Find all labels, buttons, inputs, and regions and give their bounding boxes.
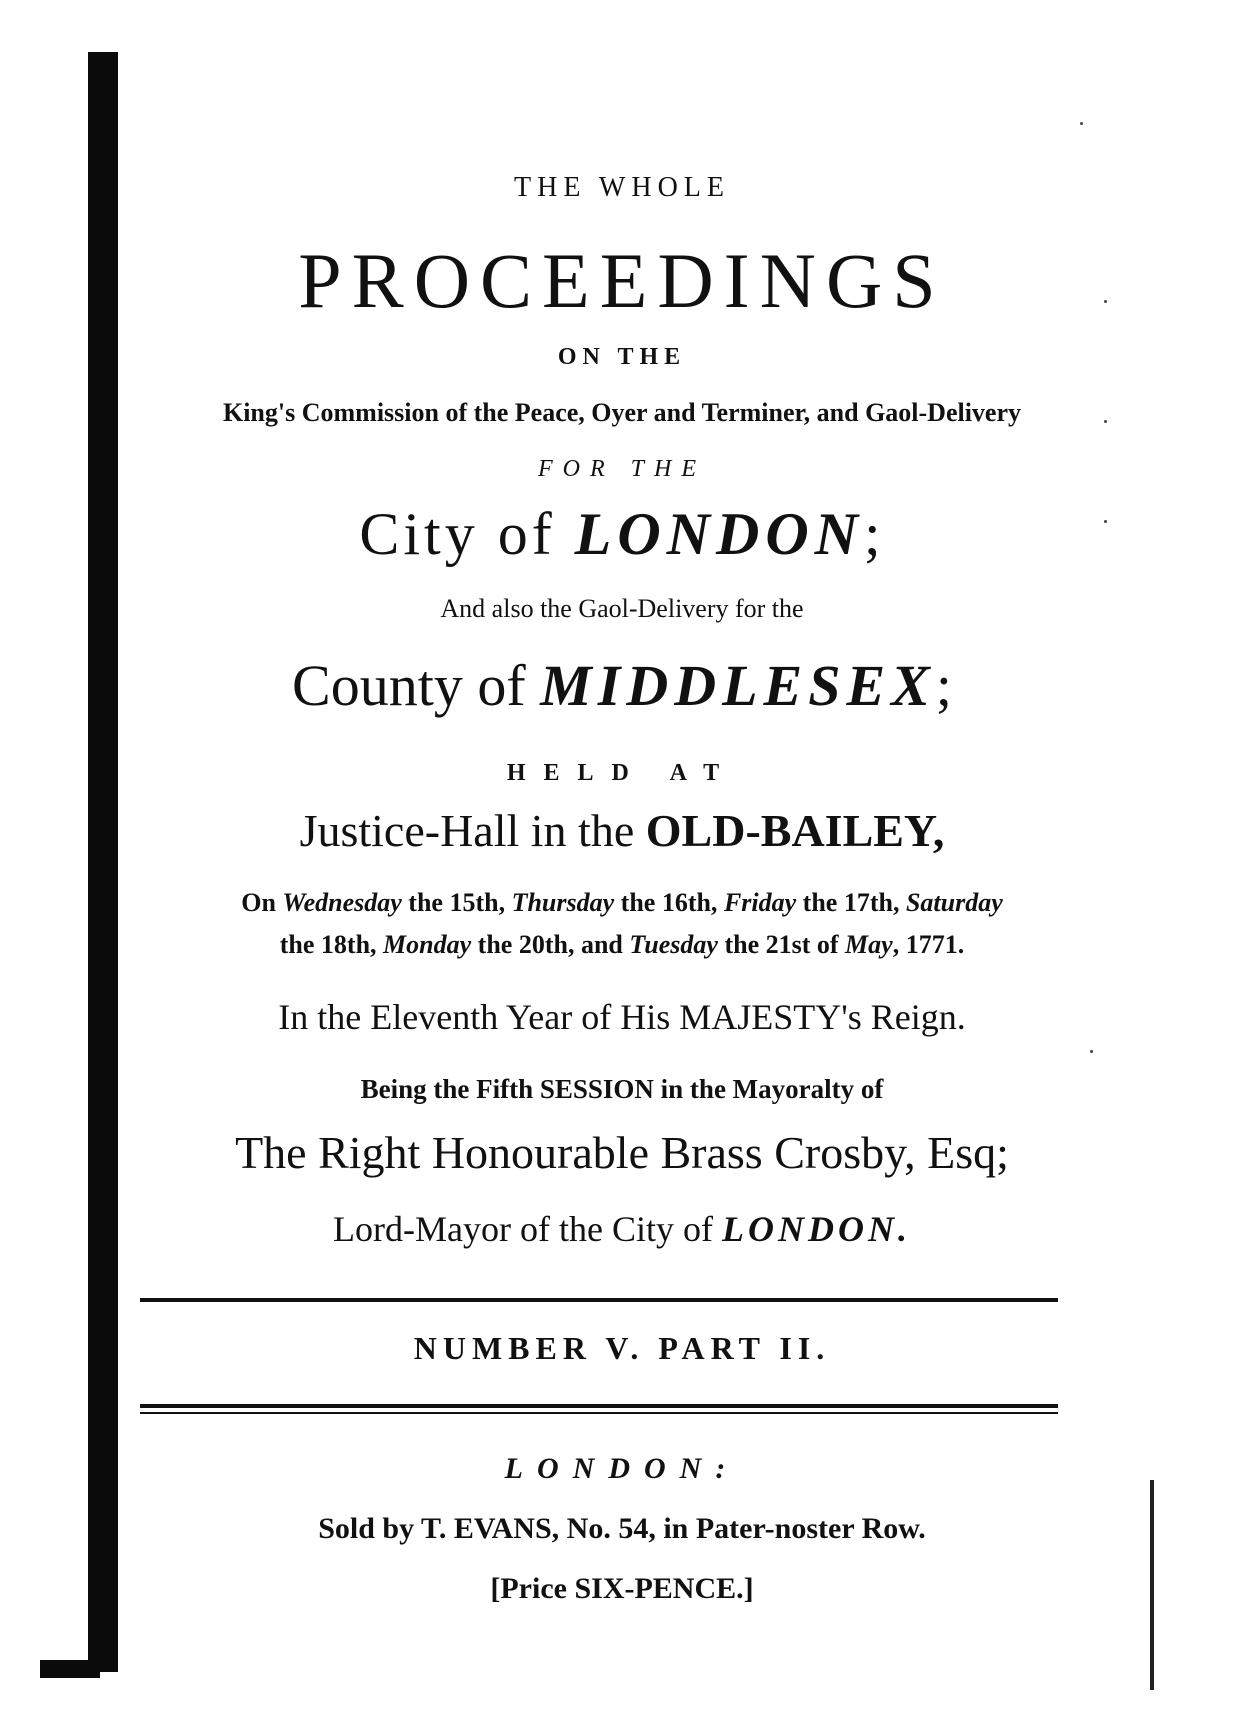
session-dates-line-2 xyxy=(0,930,1244,960)
rule-divider-bottom-thin xyxy=(140,1412,1058,1414)
heading-held-at: HELD AT xyxy=(506,760,738,786)
heading-for-the: FOR THE xyxy=(538,456,706,482)
reign-year-line: In the Eleventh Year of His MAJESTY's Reign. xyxy=(278,997,966,1037)
dates-text: the 17th, xyxy=(796,888,906,917)
justice-hall-line xyxy=(0,804,1244,857)
month-name: May xyxy=(845,930,893,959)
rule-divider-bottom xyxy=(140,1404,1058,1408)
lord-mayor-city: LONDON. xyxy=(721,1209,911,1249)
lord-mayor-prefix: Lord-Mayor of the City of xyxy=(333,1209,722,1249)
city-of-london-line xyxy=(0,500,1244,569)
binding-edge-foot xyxy=(40,1660,100,1678)
heading-proceedings: PROCEEDINGS xyxy=(298,237,946,324)
session-mayoralty-line: Being the Fifth SESSION in the Mayoralty of xyxy=(360,1074,884,1104)
day-name: Thursday xyxy=(511,888,615,917)
justice-place: OLD-BAILEY, xyxy=(645,805,945,856)
dates-text: the 18th, xyxy=(279,930,384,959)
city-suffix: ; xyxy=(863,501,885,567)
issue-number: NUMBER V. PART II. xyxy=(413,1330,831,1366)
scan-speck xyxy=(1090,1050,1093,1053)
scan-speck xyxy=(1080,122,1083,125)
session-dates-line-1 xyxy=(0,888,1244,918)
day-name: Saturday xyxy=(905,888,1003,917)
lord-mayor-name-line: The Right Honourable Brass Crosby, Esq; xyxy=(235,1127,1009,1178)
dates-text: the 20th, and xyxy=(471,930,630,959)
dates-text: On xyxy=(241,888,283,917)
dates-text: the 21st of xyxy=(717,930,846,959)
dates-text: , 1771. xyxy=(892,930,965,959)
dates-text: the 16th, xyxy=(614,888,724,917)
day-name: Friday xyxy=(723,888,797,917)
commission-line: King's Commission of the Peace, Oyer and Terminer, and Gaol-Delivery xyxy=(222,398,1022,427)
dates-text: the 15th, xyxy=(401,888,512,917)
day-name: Wednesday xyxy=(282,888,402,917)
imprint-city: LONDON: xyxy=(504,1452,740,1485)
also-gaol-delivery-line: And also the Gaol-Delivery for the xyxy=(440,594,804,623)
city-name: LONDON xyxy=(574,501,864,567)
lord-mayor-title-line xyxy=(0,1208,1244,1250)
county-name: MIDDLESEX xyxy=(540,653,936,718)
county-prefix: County of xyxy=(292,653,541,718)
heading-the-whole: THE WHOLE xyxy=(514,172,730,203)
justice-prefix: Justice-Hall in the xyxy=(299,805,646,856)
rule-divider-top xyxy=(140,1298,1058,1302)
day-name: Monday xyxy=(383,930,472,959)
imprint-seller: Sold by T. EVANS, No. 54, in Pater-noster Row. xyxy=(318,1512,926,1545)
imprint-price: [Price SIX-PENCE.] xyxy=(490,1572,754,1605)
county-suffix: ; xyxy=(935,653,952,718)
city-prefix: City of xyxy=(359,501,575,567)
county-of-middlesex-line xyxy=(0,652,1244,719)
heading-on-the: ON THE xyxy=(557,344,687,370)
day-name: Tuesday xyxy=(629,930,718,959)
